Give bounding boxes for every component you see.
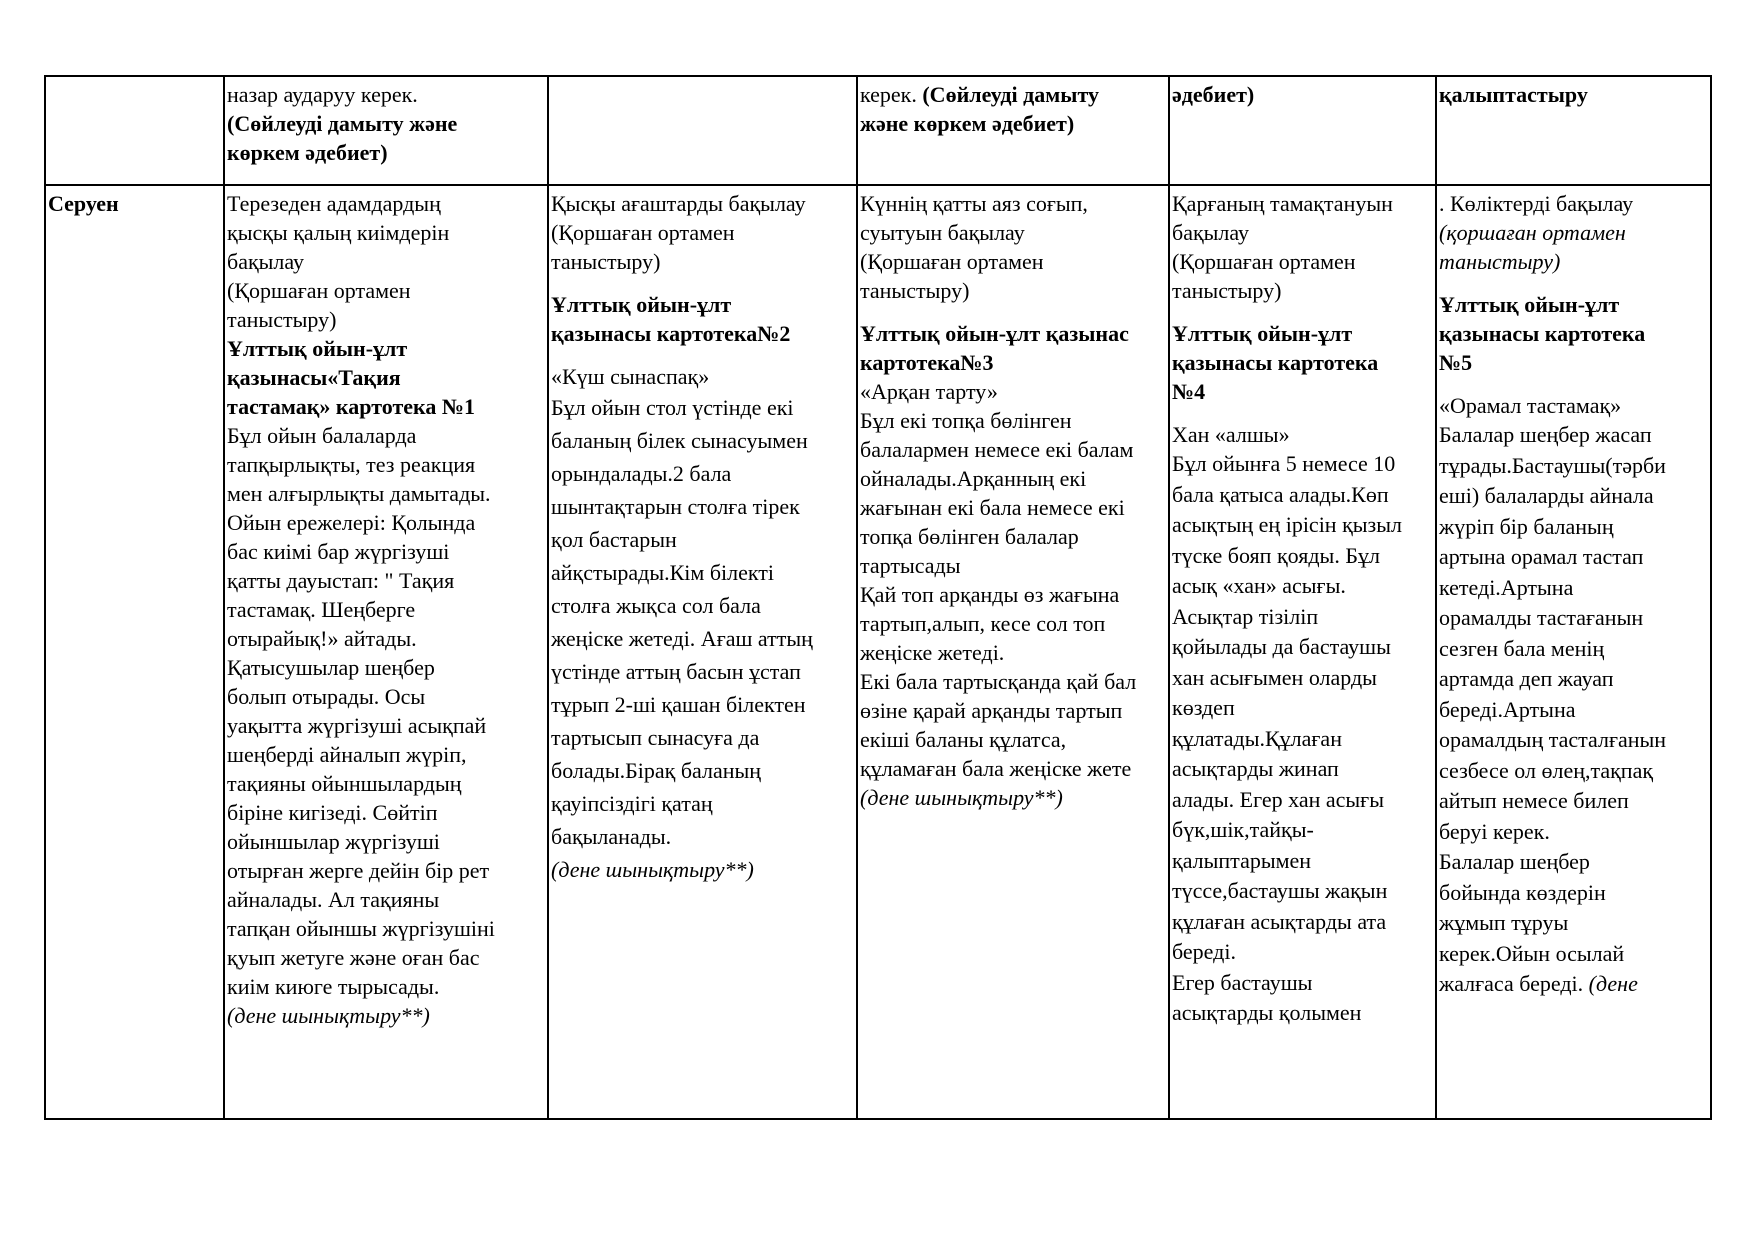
cell-line: отырған жерге дейін бір рет bbox=[227, 858, 490, 883]
cell-line: түске бояп қояды. Бұл bbox=[1172, 542, 1380, 568]
cell-line: қойылады да бастаушы bbox=[1172, 634, 1391, 659]
cell-line-italic: (дене шынықтыру**) bbox=[860, 785, 1063, 810]
cell-line: Қай топ арқанды өз жағына bbox=[860, 582, 1120, 607]
cell-line-italic: (қоршаған ортамен bbox=[1439, 220, 1626, 245]
row2-cell-2 bbox=[227, 189, 495, 1030]
row1-cell-5: әдебиет) bbox=[1172, 82, 1255, 107]
cell-line: мен алғырлықты дамытады. bbox=[227, 481, 491, 506]
cell-line: таныстыру) bbox=[227, 307, 337, 332]
cell-line: ойналады.Арқанның екі bbox=[860, 466, 1087, 491]
cell-line: жалғаса береді. bbox=[1439, 971, 1584, 996]
cell-line: «Орамал тастамақ» bbox=[1439, 393, 1622, 418]
row2-cell-5 bbox=[1172, 189, 1402, 1029]
cell-line: Күннің қатты аяз соғып, bbox=[860, 191, 1088, 216]
row1-cell-6: қалыптастыру bbox=[1439, 82, 1588, 107]
cell-line: Бұл ойынға 5 немесе 10 bbox=[1172, 451, 1396, 476]
cell-line: тастамақ. Шеңберге bbox=[227, 597, 416, 622]
cell-line: бүк,шік,тайқы- bbox=[1172, 817, 1314, 842]
cell-line: тартысып сынасуға да bbox=[551, 725, 760, 750]
cell-line: тақияны ойыншылардың bbox=[227, 771, 462, 796]
cell-line: біріне кигізеді. Сөйтіп bbox=[227, 800, 438, 825]
cell-line-italic: (дене шынықтыру**) bbox=[551, 857, 754, 882]
cell-line: айқстырады.Кім білекті bbox=[551, 560, 775, 585]
column-divider bbox=[1168, 75, 1170, 1120]
cell-line: қол бастарын bbox=[551, 527, 677, 552]
cell-text-bold: көркем әдебиет) bbox=[227, 140, 388, 165]
cell-line: Терезеден адамдардың bbox=[227, 191, 441, 216]
cell-line: асық «хан» асығы. bbox=[1172, 573, 1346, 598]
cell-line: «Күш сынаспақ» bbox=[551, 364, 710, 389]
cell-line-italic: (дене шынықтыру**) bbox=[227, 1003, 430, 1028]
cell-line: еші) балаларды айнала bbox=[1439, 483, 1654, 508]
row2-cell-3 bbox=[551, 189, 813, 886]
row2-cell-4 bbox=[860, 189, 1136, 812]
cell-line: сезген бала менің bbox=[1439, 635, 1605, 661]
cell-line: суытуын бақылау bbox=[860, 220, 1025, 245]
cell-line: болады.Бірақ баланың bbox=[551, 758, 762, 783]
cell-line: жағынан екі бала немесе екі bbox=[860, 495, 1125, 520]
cell-line: Қарғаның тамақтануын bbox=[1172, 191, 1393, 216]
cell-line: шеңберді айналып жүріп, bbox=[227, 742, 467, 767]
cell-line: «Арқан тарту» bbox=[860, 379, 998, 404]
table-border-top bbox=[44, 75, 1712, 77]
cell-line: асықтарды қолымен bbox=[1172, 1000, 1362, 1025]
cell-line: Бұл ойын стол үстінде екі bbox=[551, 395, 794, 420]
cell-line: жеңіске жетеді. Ағаш аттың bbox=[551, 626, 813, 651]
cell-line: таныстыру) bbox=[1172, 278, 1282, 303]
cell-line: Қатысушылар шеңбер bbox=[227, 655, 435, 680]
cell-line: Балалар шеңбер жасап bbox=[1439, 422, 1652, 447]
cell-line: балалармен немесе екі балам bbox=[860, 437, 1134, 462]
cell-text: назар аударуу керек. bbox=[227, 82, 418, 107]
cell-line-bold: қазынасы картотека bbox=[1172, 350, 1379, 375]
cell-line: тартып,алып, кесе сол топ bbox=[860, 611, 1106, 636]
table-border-left bbox=[44, 75, 46, 1120]
cell-line: бойында көздерін bbox=[1439, 879, 1606, 905]
cell-line: береді. bbox=[1172, 939, 1236, 964]
cell-line: уақытта жүргізуші асықпай bbox=[227, 713, 487, 738]
cell-line-bold: №5 bbox=[1439, 350, 1473, 375]
cell-text: керек. bbox=[860, 82, 917, 107]
cell-line: асықтарды жинап bbox=[1172, 756, 1339, 781]
cell-line: тапқырлықты, тез реакция bbox=[227, 452, 476, 477]
cell-line: бала қатыса алады.Көп bbox=[1172, 481, 1389, 507]
cell-line-italic: (дене bbox=[1583, 971, 1638, 996]
cell-line: бақылау bbox=[227, 249, 305, 274]
cell-line: тұрып 2-ші қашан білектен bbox=[551, 692, 806, 717]
cell-line-bold: Ұлттық ойын-ұлт bbox=[1439, 292, 1620, 317]
cell-line: түссе,бастаушы жақын bbox=[1172, 878, 1388, 903]
row1-cell-4 bbox=[860, 80, 1099, 138]
cell-line: таныстыру) bbox=[860, 278, 970, 303]
cell-line: Балалар шеңбер bbox=[1439, 849, 1590, 874]
column-divider bbox=[856, 75, 858, 1120]
cell-text-bold: (Сөйлеуді дамыту және bbox=[227, 111, 458, 136]
cell-line: Екі бала тартысқанда қай бал bbox=[860, 669, 1137, 694]
cell-line-bold: Ұлттық ойын-ұлт bbox=[551, 292, 732, 317]
cell-line: болып отырады. Осы bbox=[227, 684, 426, 709]
cell-line-bold: Ұлттық ойын-ұлт bbox=[1172, 321, 1353, 346]
row-divider bbox=[44, 184, 1712, 186]
cell-line: жұмып тұруы bbox=[1439, 910, 1569, 935]
cell-line: сезбесе ол өлең,тақпақ bbox=[1439, 757, 1654, 783]
cell-line-bold: Ұлттық ойын-ұлт қазынас bbox=[860, 321, 1129, 346]
cell-line: шынтақтарын столға тірек bbox=[551, 494, 800, 519]
schedule-table bbox=[44, 75, 1712, 1120]
cell-line: хан асығымен оларды bbox=[1172, 664, 1377, 690]
cell-line: бас киімі бар жүргізуші bbox=[227, 539, 450, 564]
cell-line: береді.Артына bbox=[1439, 696, 1576, 722]
cell-line: Асықтар тізіліп bbox=[1172, 603, 1319, 629]
cell-line: қауіпсіздігі қатаң bbox=[551, 791, 713, 816]
cell-line: керек.Ойын осылай bbox=[1439, 940, 1625, 966]
cell-line: тартысады bbox=[860, 553, 961, 578]
cell-line: тапқан ойыншы жүргізушіні bbox=[227, 916, 495, 941]
cell-text-bold: және көркем әдебиет) bbox=[860, 111, 1075, 136]
cell-line: топқа бөлінген балалар bbox=[860, 524, 1079, 549]
cell-line: Қысқы ағаштарды бақылау bbox=[551, 191, 806, 216]
cell-line: артына орамал тастап bbox=[1439, 544, 1644, 569]
column-divider bbox=[547, 75, 549, 1120]
cell-line-italic: таныстыру) bbox=[1439, 249, 1561, 274]
cell-line: қысқы қалың киімдерін bbox=[227, 220, 450, 245]
cell-line: құлатады.Құлаған bbox=[1172, 725, 1342, 751]
cell-line: өзіне қарай арқанды тартып bbox=[860, 698, 1123, 723]
row-label-seruen: Серуен bbox=[48, 191, 119, 216]
cell-line: құлаған асықтарды ата bbox=[1172, 908, 1387, 934]
column-divider bbox=[223, 75, 225, 1120]
cell-line: бақылау bbox=[1172, 220, 1250, 245]
cell-line: столға жықса сол бала bbox=[551, 593, 761, 618]
cell-text-bold: (Сөйлеуді дамыту bbox=[922, 82, 1099, 107]
cell-line-bold: тастамақ» картотека №1 bbox=[227, 394, 475, 419]
cell-line: (Қоршаған ортамен bbox=[860, 249, 1044, 274]
cell-line: баланың білек сынасуымен bbox=[551, 428, 808, 453]
cell-line: Хан «алшы» bbox=[1172, 422, 1290, 447]
cell-line: қуып жетуге және оған бас bbox=[227, 945, 480, 970]
cell-line: айтып немесе билеп bbox=[1439, 788, 1629, 813]
cell-line: Бұл екі топқа бөлінген bbox=[860, 408, 1072, 433]
cell-line: көздеп bbox=[1172, 695, 1235, 720]
cell-line: Бұл ойын балаларда bbox=[227, 423, 417, 448]
cell-line-bold: қазынасы картотека№2 bbox=[551, 321, 791, 346]
cell-line: (Қоршаған ортамен bbox=[1172, 249, 1356, 274]
cell-line: тұрады.Бастаушы(тәрби bbox=[1439, 452, 1666, 478]
cell-line-bold: қазынасы картотека bbox=[1439, 321, 1646, 346]
row2-cell-6 bbox=[1439, 189, 1666, 1000]
cell-line: орындалады.2 бала bbox=[551, 461, 732, 486]
cell-line: (Қоршаған ортамен bbox=[551, 220, 735, 245]
table-border-bottom bbox=[44, 1118, 1712, 1120]
table-border-right bbox=[1710, 75, 1712, 1120]
cell-line: екіші баланы құлатса, bbox=[860, 727, 1067, 752]
cell-line: (Қоршаған ортамен bbox=[227, 278, 411, 303]
cell-line: қатты дауыстап: " Тақия bbox=[227, 568, 455, 593]
cell-line: артамда деп жауап bbox=[1439, 666, 1614, 691]
cell-line-bold: картотека№3 bbox=[860, 350, 994, 375]
cell-line: құламаған бала жеңіске жете bbox=[860, 756, 1132, 781]
cell-line: киім киюге тырысады. bbox=[227, 974, 440, 999]
cell-line: алады. Егер хан асығы bbox=[1172, 786, 1384, 812]
cell-line: отырайық!» айтады. bbox=[227, 626, 417, 651]
cell-line: үстінде аттың басын ұстап bbox=[551, 659, 801, 684]
cell-line: ойыншылар жүргізуші bbox=[227, 829, 440, 854]
cell-line: орамалды тастағанын bbox=[1439, 605, 1644, 630]
column-divider bbox=[1435, 75, 1437, 1120]
cell-line: асықтың ең ірісін қызыл bbox=[1172, 512, 1403, 537]
cell-line: орамалдың тасталғанын bbox=[1439, 727, 1667, 752]
cell-line: беруі керек. bbox=[1439, 818, 1550, 844]
cell-line: Егер бастаушы bbox=[1172, 969, 1313, 995]
cell-line: қалыптарымен bbox=[1172, 847, 1312, 873]
cell-line: жүріп бір баланың bbox=[1439, 513, 1614, 539]
cell-line: Ойын ережелері: Қолында bbox=[227, 510, 476, 535]
cell-line-bold: Ұлттық ойын-ұлт bbox=[227, 336, 408, 361]
cell-line: . Көліктерді бақылау bbox=[1439, 191, 1634, 216]
cell-line: бақыланады. bbox=[551, 824, 672, 849]
cell-line-bold: №4 bbox=[1172, 379, 1206, 404]
cell-line-bold: қазынасы«Тақия bbox=[227, 365, 401, 390]
cell-line: таныстыру) bbox=[551, 249, 661, 274]
cell-line: айналады. Ал тақияны bbox=[227, 887, 440, 912]
row1-cell-2 bbox=[227, 80, 457, 167]
cell-line: жеңіске жетеді. bbox=[860, 640, 1005, 665]
cell-line: кетеді.Артына bbox=[1439, 574, 1574, 600]
